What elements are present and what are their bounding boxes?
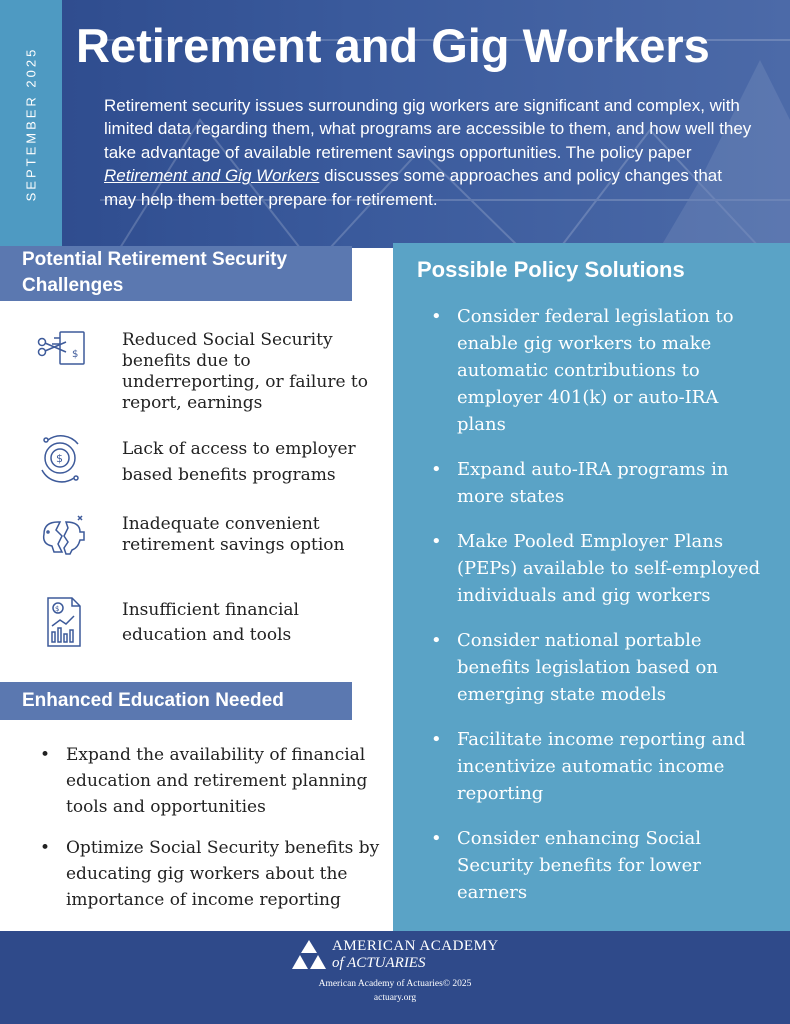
intro-paragraph	[104, 94, 754, 211]
publication-date: SEPTEMBER 2025	[23, 46, 39, 202]
bullet: •	[431, 531, 442, 552]
list-item	[38, 742, 383, 820]
challenge-item	[0, 510, 390, 590]
bullet: •	[431, 459, 442, 480]
svg-text:$: $	[72, 349, 79, 360]
education-item-text: Expand the availability of financial education and retirement planning tools and opportunities	[66, 745, 368, 817]
challenge-item	[0, 328, 390, 413]
financial-report-icon	[34, 594, 90, 650]
bullet: •	[431, 630, 442, 651]
challenge-item	[0, 432, 390, 512]
list-item	[427, 825, 772, 906]
list-item	[38, 835, 383, 913]
academy-logo-icon	[290, 939, 328, 973]
policy-solutions-panel	[393, 243, 790, 931]
challenge-text: Insufficient financial education and tools	[122, 600, 299, 645]
bullet: •	[431, 306, 442, 327]
scissors-dollar-icon	[34, 328, 90, 384]
policy-item-text: Expand auto-IRA programs in more states	[457, 459, 729, 507]
bullet: •	[40, 838, 51, 858]
bullet: •	[40, 745, 51, 765]
intro-text-2: discusses some approaches and policy changes that may help them better prepare for retirement.	[104, 166, 722, 209]
intro-text-1: Retirement security issues surrounding gig workers are significant and complex, with limited data regarding them, what programs are accessible to them, and how well they take advantage of available retirement savings opportunities. The policy paper	[104, 96, 752, 162]
policy-item-text: Facilitate income reporting and incentivize automatic income reporting	[457, 729, 746, 804]
education-list	[38, 742, 383, 928]
website-link[interactable]: actuary.org	[373, 993, 417, 1003]
policy-paper-link[interactable]: Retirement and Gig Workers	[104, 166, 320, 186]
bullet: •	[431, 828, 442, 849]
challenge-text: Inadequate convenient retirement savings option	[122, 514, 345, 555]
organization-name-line2: of ACTUARIES	[332, 955, 426, 971]
challenge-text: Reduced Social Security benefits due to underreporting, or failure to report, earnings	[122, 330, 368, 413]
list-item	[427, 726, 772, 807]
challenge-item	[0, 592, 390, 672]
page-title	[76, 16, 710, 76]
title-light: Retirement and	[76, 19, 432, 72]
challenges-heading: Potential Retirement Security Challenges	[0, 246, 352, 301]
dollar-cycle-icon	[34, 432, 90, 488]
footer	[0, 931, 790, 1024]
list-item	[427, 456, 772, 510]
list-item	[427, 528, 772, 609]
header-banner	[0, 0, 790, 248]
policy-item-text: Make Pooled Employer Plans (PEPs) available to self-employed individuals and gig workers	[457, 531, 761, 606]
education-heading: Enhanced Education Needed	[0, 682, 352, 720]
broken-piggy-bank-icon	[34, 510, 90, 566]
policy-item-text: Consider federal legislation to enable gig workers to make automatic contributions to employer 401(k) or auto-IRA plans	[457, 306, 734, 435]
education-item-text: Optimize Social Security benefits by educating gig workers about the importance of income reporting	[66, 838, 380, 910]
list-item	[427, 627, 772, 708]
policy-item-text: Consider national portable benefits legislation based on emerging state models	[457, 630, 718, 705]
list-item	[427, 303, 772, 438]
policy-list	[427, 303, 772, 924]
svg-text:$: $	[55, 605, 60, 613]
policy-item-text: Consider enhancing Social Security benefits for lower earners	[457, 828, 702, 903]
svg-text:$: $	[56, 452, 63, 465]
title-bold: Gig Workers	[431, 19, 710, 72]
copyright: American Academy of Actuaries© 2025	[318, 979, 472, 989]
policy-heading: Possible Policy Solutions	[417, 257, 685, 282]
bullet: •	[431, 729, 442, 750]
date-strip	[0, 0, 62, 248]
organization-name: AMERICAN ACADEMY	[332, 938, 499, 954]
challenge-text: Lack of access to employer based benefits programs	[122, 439, 356, 485]
